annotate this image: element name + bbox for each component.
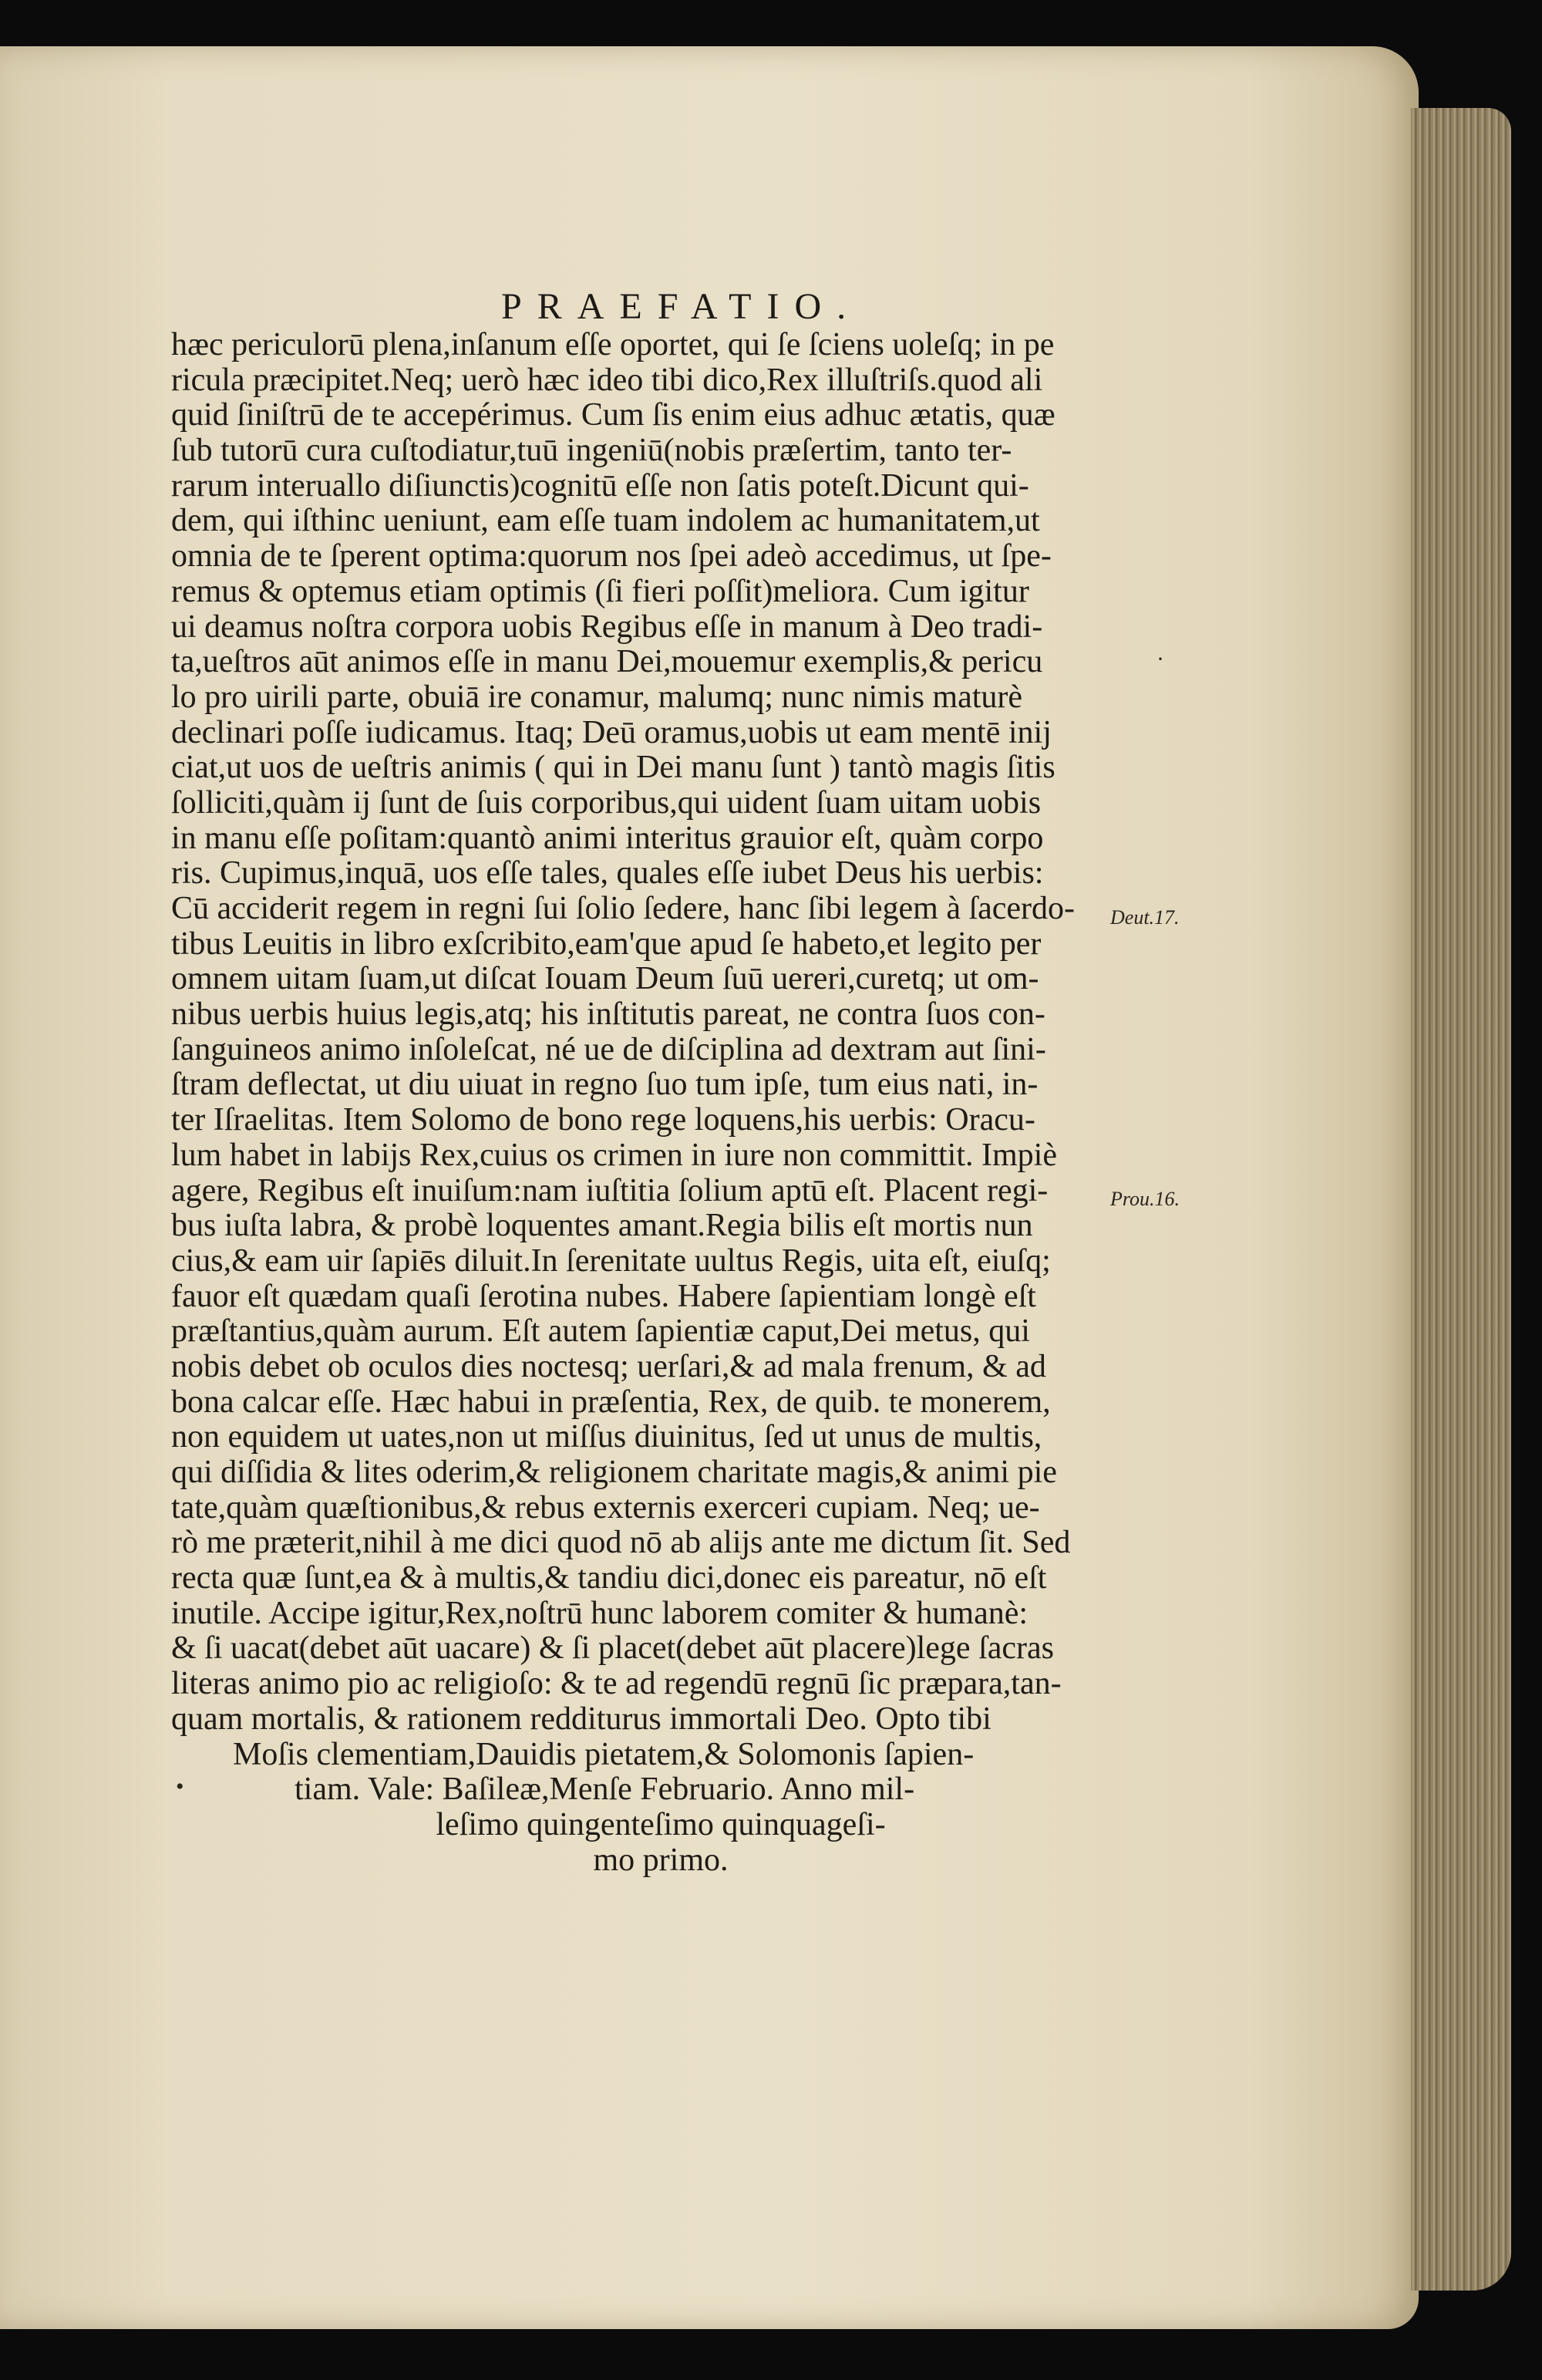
- text-block: [171, 328, 1150, 1878]
- text-line: declinari poſſe iudicamus. Itaq; Deū oramus,uobis ut eam mentē inij: [171, 714, 1052, 750]
- text-line: Moſis clementiam,Dauidis pietatem,& Solomonis ſapien-: [233, 1736, 975, 1772]
- page-header: PRAEFATIO.: [501, 286, 862, 327]
- text-line: ſtram deflectat, ut diu uiuat in regno ſuo tum ipſe, tum eius nati, in-: [171, 1067, 1039, 1103]
- text-line: ricula præcipitet.Neq; uerò hæc ideo tibi dico,Rex illuſtriſs.quod ali: [171, 362, 1043, 398]
- text-line: hæc periculorū plena,inſanum eſſe oportet, qui ſe ſciens uoleſq; in pe: [171, 327, 1055, 362]
- text-line: fauor eſt quædam quaſi ſerotina nubes. Habere ſapientiam longè eſt: [171, 1278, 1036, 1314]
- text-line: cius,& eam uir ſapiēs diluit.In ſerenitate uultus Regis, uita eſt, eiuſq;: [171, 1242, 1051, 1279]
- text-line: ciat,ut uos de ueſtris animis ( qui in Dei manu ſunt ) tantò magis ſitis: [171, 750, 1055, 786]
- text-line: remus & optemus etiam optimis (ſi fieri poſſit)meliora. Cum igitur: [171, 573, 1029, 609]
- text-line: & ſi uacat(debet aūt uacare) & ſi placet(debet aūt placere)lege ſacras: [171, 1630, 1054, 1667]
- text-line: ſub tutorū cura cuſtodiatur,tuū ingeniū(nobis præſertim, tanto ter-: [171, 433, 1012, 469]
- text-line: mo primo.: [593, 1842, 729, 1878]
- text-line: bona calcar eſſe. Hæc habui in præſentia, Rex, de quib. te monerem,: [171, 1384, 1051, 1420]
- text-line: qui diſſidia & lites oderim,& religionem charitate magis,& animi pie: [171, 1455, 1057, 1490]
- text-line: bus iuſta labra, & probè loquentes amant.Regia bilis eſt mortis nun: [171, 1208, 1033, 1244]
- text-line: omnem uitam ſuam,ut diſcat Iouam Deum ſuū uereri,curetq; ut om-: [171, 961, 1039, 997]
- text-line: quam mortalis, & rationem redditurus immortali Deo. Opto tibi: [171, 1701, 992, 1737]
- text-line: ui deamus noſtra corpora uobis Regibus eſſe in manum à Deo tradi-: [171, 608, 1043, 645]
- text-line: nobis debet ob oculos dies noctesq; uerſari,& ad mala frenum, & ad: [171, 1348, 1046, 1384]
- text-line: rò me præterit,nihil à me dici quod nō ab alijs ante me dictum ſit. Sed: [171, 1525, 1071, 1561]
- margin-dot: ·: [1156, 646, 1164, 672]
- text-line: ſanguineos animo inſoleſcat, né ue de diſciplina ad dextram aut ſini-: [171, 1031, 1046, 1067]
- text-line: lum habet in labijs Rex,cuius os crimen in iure non committit. Impiè: [171, 1137, 1057, 1173]
- text-line: tiam. Vale: Baſileæ,Menſe Februario. Anno mil-: [295, 1772, 915, 1808]
- margin-bullet: •: [176, 1774, 184, 1799]
- text-line: tate,quàm quæſtionibus,& rebus externis exerceri cupiam. Neq; ue-: [171, 1489, 1040, 1525]
- text-line: literas animo pio ac religioſo: & te ad regendū regnū ſic præpara,tan-: [171, 1666, 1062, 1702]
- text-line: recta quæ ſunt,ea & à multis,& tandiu dici,donec eis pareatur, nō eſt: [171, 1560, 1047, 1596]
- text-line: lo pro uirili parte, obuiā ire conamur, malumq; nunc nimis maturè: [171, 679, 1023, 715]
- text-line: dem, qui iſthinc ueniunt, eam eſſe tuam indolem ac humanitatem,ut: [171, 503, 1040, 539]
- text-line: agere, Regibus eſt inuiſum:nam iuſtitia ſolium aptū eſt. Placent regi-: [171, 1172, 1049, 1209]
- text-line: ſolliciti,quàm ij ſunt de ſuis corporibus,qui uident ſuam uitam uobis: [171, 784, 1042, 821]
- page-edge: [1411, 108, 1511, 2291]
- text-line: in manu eſſe poſitam:quantò animi interitus grauior eſt, quàm corpo: [171, 820, 1044, 856]
- text-line: ter Iſraelitas. Item Solomo de bono rege loquens,his uerbis: Oracu-: [171, 1102, 1035, 1138]
- margin-note-prou: Prou.16.: [1110, 1188, 1180, 1210]
- text-line: rarum interuallo diſiunctis)cognitū eſſe non ſatis poteſt.Dicunt qui-: [171, 467, 1029, 504]
- text-line: quid ſiniſtrū de te accepérimus. Cum ſis enim eius adhuc ætatis, quæ: [171, 397, 1055, 433]
- text-line: inutile. Accipe igitur,Rex,noſtrū hunc laborem comiter & humanè:: [171, 1595, 1029, 1631]
- text-line: non equidem ut uates,non ut miſſus diuinitus, ſed ut unus de multis,: [171, 1419, 1042, 1455]
- text-line: leſimo quingenteſimo quinquageſi-: [436, 1806, 886, 1842]
- text-line: ta,ueſtros aūt animos eſſe in manu Dei,mouemur exemplis,& pericu: [171, 644, 1043, 680]
- text-line: nibus uerbis huius legis,atq; his inſtitutis pareat, ne contra ſuos con-: [171, 996, 1045, 1033]
- text-line: Cū acciderit regem in regni ſui ſolio ſedere, hanc ſibi legem à ſacerdo-: [171, 891, 1076, 926]
- text-line: præſtantius,quàm aurum. Eſt autem ſapientiæ caput,Dei metus, qui: [171, 1313, 1030, 1350]
- text-line: tibus Leuitis in libro exſcribito,eam'que apud ſe habeto,et legito per: [171, 925, 1042, 962]
- margin-note-deut: Deut.17.: [1110, 906, 1180, 929]
- text-line: omnia de te ſperent optima:quorum nos ſpei adeò accedimus, ut ſpe-: [171, 538, 1052, 575]
- text-line: ris. Cupimus,inquā, uos eſſe tales, quales eſſe iubet Deus his uerbis:: [171, 855, 1044, 892]
